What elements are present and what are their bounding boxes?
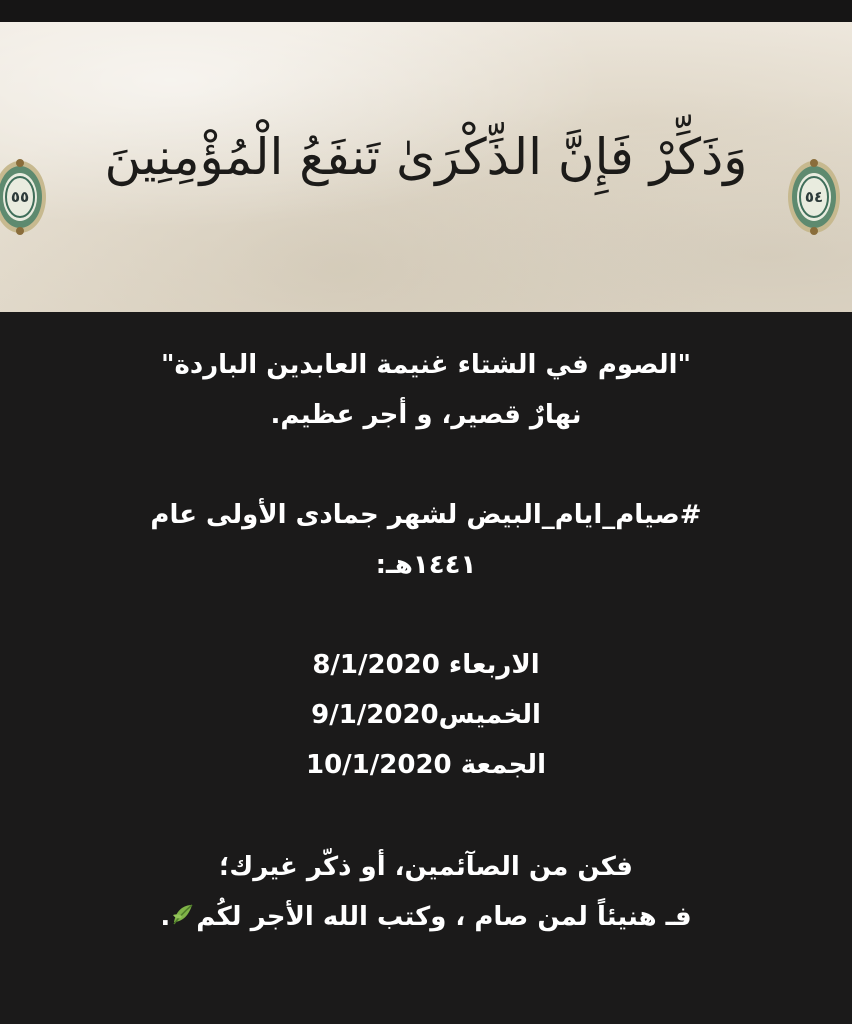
fasting-day-wednesday: الاربعاء 8/1/2020 [312, 650, 540, 680]
ayah-number-right: ٥٤ [804, 188, 824, 206]
closing-line-2 [40, 892, 812, 942]
subtitle-line: نهارٌ قصير، و أجر عظيم. [270, 400, 582, 430]
herb-leaf-icon [170, 895, 196, 945]
fasting-day-thursday: الخميس9/1/2020 [311, 700, 541, 730]
fasting-day-friday: الجمعة 10/1/2020 [306, 750, 546, 780]
ayah-number-left: ٥٥ [10, 188, 30, 206]
ayah-marker-left [0, 157, 48, 237]
post-text [40, 340, 812, 942]
ayah-marker-right [786, 157, 842, 237]
quran-verse-banner [0, 22, 852, 312]
closing-period: . [160, 902, 171, 932]
closing-line-1: فكن من الصآئمين، أو ذكّر غيرك؛ [219, 852, 633, 882]
closing-text: فـ هنيئاً لمن صام ، وكتب الله الأجر لكُم [196, 902, 692, 932]
top-strip [0, 0, 852, 22]
hijri-year-line: ١٤٤١هـ: [375, 550, 477, 580]
quote-line: "الصوم في الشتاء غنيمة العابدين الباردة" [160, 350, 692, 380]
quran-verse: وَذَكِّرْ فَإِنَّ الذِّكْرَىٰ تَنفَعُ الْمُؤْمِنِينَ [104, 128, 748, 186]
hashtag-line: #صيام_ايام_البيض لشهر جمادى الأولى عام [150, 500, 702, 530]
